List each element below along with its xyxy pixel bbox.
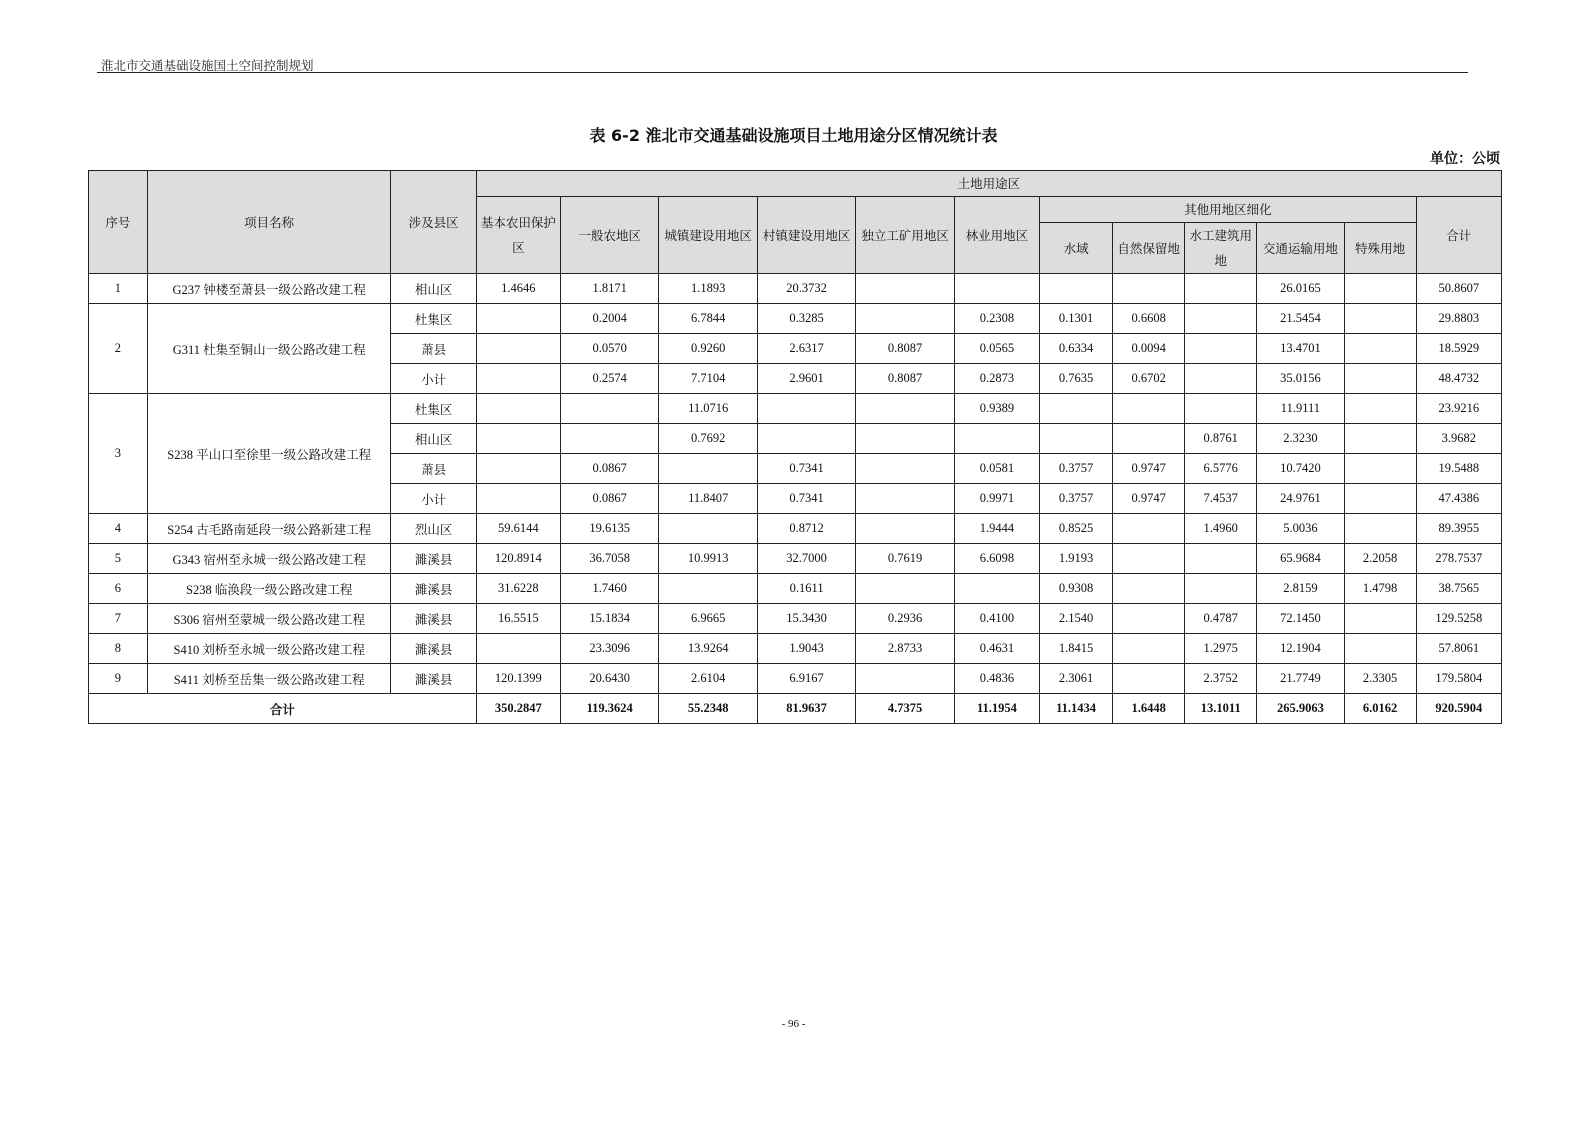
total-value: 55.2348 [659, 694, 757, 724]
cell-value [1344, 604, 1416, 634]
header-other-group: 其他用地区细化 [1040, 197, 1417, 223]
cell-seq: 5 [89, 544, 148, 574]
cell-value [1040, 424, 1113, 454]
header-total: 合计 [1416, 197, 1501, 274]
cell-value [1344, 424, 1416, 454]
cell-value: 0.4100 [954, 604, 1039, 634]
cell-value: 0.8087 [856, 334, 954, 364]
total-value: 265.9063 [1257, 694, 1344, 724]
total-value: 4.7375 [856, 694, 954, 724]
cell-value [560, 424, 658, 454]
header-nature-reserve: 自然保留地 [1113, 223, 1185, 274]
cell-value: 10.9913 [659, 544, 757, 574]
header-water-works: 水工建筑用地 [1185, 223, 1257, 274]
header-general-farmland: 一般农地区 [560, 197, 658, 274]
header-water: 水域 [1040, 223, 1113, 274]
cell-value [476, 304, 560, 334]
cell-value: 35.0156 [1257, 364, 1344, 394]
cell-value: 31.6228 [476, 574, 560, 604]
cell-value: 0.6702 [1113, 364, 1185, 394]
cell-value: 0.8761 [1185, 424, 1257, 454]
total-value: 6.0162 [1344, 694, 1416, 724]
cell-project-name: S254 古毛路南延段一级公路新建工程 [147, 514, 391, 544]
cell-value: 2.3230 [1257, 424, 1344, 454]
cell-seq: 7 [89, 604, 148, 634]
cell-value: 2.2058 [1344, 544, 1416, 574]
cell-value: 72.1450 [1257, 604, 1344, 634]
cell-county: 萧县 [391, 334, 476, 364]
table-header [89, 171, 1502, 274]
total-value: 13.1011 [1185, 694, 1257, 724]
cell-value: 0.3757 [1040, 484, 1113, 514]
cell-county: 小计 [391, 484, 476, 514]
cell-seq: 2 [89, 304, 148, 394]
cell-value: 0.2308 [954, 304, 1039, 334]
cell-value: 6.6098 [954, 544, 1039, 574]
cell-seq: 6 [89, 574, 148, 604]
cell-value [856, 394, 954, 424]
cell-value: 13.9264 [659, 634, 757, 664]
cell-value [856, 424, 954, 454]
cell-value: 5.0036 [1257, 514, 1344, 544]
cell-value: 19.6135 [560, 514, 658, 544]
cell-value [856, 454, 954, 484]
cell-value [476, 454, 560, 484]
cell-value: 7.7104 [659, 364, 757, 394]
header-basic-farmland: 基本农田保护区 [476, 197, 560, 274]
cell-county: 相山区 [391, 424, 476, 454]
header-land-use-group: 土地用途区 [476, 171, 1501, 197]
cell-value [856, 574, 954, 604]
total-value: 920.5904 [1416, 694, 1501, 724]
cell-value: 1.4798 [1344, 574, 1416, 604]
cell-value: 129.5258 [1416, 604, 1501, 634]
cell-value: 29.8803 [1416, 304, 1501, 334]
cell-value: 0.0565 [954, 334, 1039, 364]
cell-county: 萧县 [391, 454, 476, 484]
cell-value: 179.5804 [1416, 664, 1501, 694]
cell-value: 24.9761 [1257, 484, 1344, 514]
cell-county: 濉溪县 [391, 664, 476, 694]
cell-value [856, 304, 954, 334]
cell-value: 0.1611 [757, 574, 855, 604]
cell-value: 65.9684 [1257, 544, 1344, 574]
table-row [89, 304, 1502, 334]
table-footer [89, 694, 1502, 724]
cell-project-name: S238 临涣段一级公路改建工程 [147, 574, 391, 604]
total-value: 11.1954 [954, 694, 1039, 724]
cell-value: 0.9747 [1113, 484, 1185, 514]
cell-value [1113, 424, 1185, 454]
cell-value: 2.9601 [757, 364, 855, 394]
cell-value [954, 424, 1039, 454]
cell-value: 38.7565 [1416, 574, 1501, 604]
cell-value [856, 664, 954, 694]
cell-value: 0.7692 [659, 424, 757, 454]
cell-value [1113, 394, 1185, 424]
cell-value [1113, 274, 1185, 304]
cell-value [1185, 574, 1257, 604]
cell-value: 0.4787 [1185, 604, 1257, 634]
cell-value [1185, 304, 1257, 334]
cell-project-name: G237 钟楼至萧县一级公路改建工程 [147, 274, 391, 304]
cell-value: 1.8415 [1040, 634, 1113, 664]
cell-value: 11.0716 [659, 394, 757, 424]
page-number: - 96 - [781, 1018, 806, 1030]
cell-value: 2.3752 [1185, 664, 1257, 694]
table-row [89, 514, 1502, 544]
table-body [89, 274, 1502, 694]
cell-value: 21.5454 [1257, 304, 1344, 334]
cell-value: 18.5929 [1416, 334, 1501, 364]
cell-value [659, 454, 757, 484]
cell-value: 0.9747 [1113, 454, 1185, 484]
cell-value [1040, 394, 1113, 424]
cell-project-name: S411 刘桥至岳集一级公路改建工程 [147, 664, 391, 694]
cell-value: 6.9167 [757, 664, 855, 694]
cell-value: 1.9043 [757, 634, 855, 664]
cell-value: 47.4386 [1416, 484, 1501, 514]
cell-value [476, 364, 560, 394]
cell-value: 57.8061 [1416, 634, 1501, 664]
cell-value [856, 274, 954, 304]
cell-project-name: G343 宿州至永城一级公路改建工程 [147, 544, 391, 574]
cell-value [954, 574, 1039, 604]
cell-seq: 3 [89, 394, 148, 514]
cell-value [757, 424, 855, 454]
cell-value [1344, 634, 1416, 664]
cell-value [476, 424, 560, 454]
cell-value: 1.4646 [476, 274, 560, 304]
cell-value: 48.4732 [1416, 364, 1501, 394]
cell-value: 0.6334 [1040, 334, 1113, 364]
cell-county: 濉溪县 [391, 604, 476, 634]
cell-value [1344, 514, 1416, 544]
cell-value [476, 484, 560, 514]
header-urban-construction: 城镇建设用地区 [659, 197, 757, 274]
cell-value: 6.5776 [1185, 454, 1257, 484]
cell-value: 1.7460 [560, 574, 658, 604]
cell-value: 120.8914 [476, 544, 560, 574]
header-transport: 交通运输用地 [1257, 223, 1344, 274]
cell-county: 濉溪县 [391, 574, 476, 604]
cell-value: 12.1904 [1257, 634, 1344, 664]
total-value: 119.3624 [560, 694, 658, 724]
cell-value [757, 394, 855, 424]
cell-value: 0.6608 [1113, 304, 1185, 334]
header-industrial-mining: 独立工矿用地区 [856, 197, 954, 274]
cell-value [1185, 394, 1257, 424]
cell-project-name: S238 平山口至徐里一级公路改建工程 [147, 394, 391, 514]
cell-project-name: S306 宿州至蒙城一级公路改建工程 [147, 604, 391, 634]
cell-value: 0.2004 [560, 304, 658, 334]
cell-value: 21.7749 [1257, 664, 1344, 694]
cell-value: 36.7058 [560, 544, 658, 574]
cell-project-name: G311 杜集至铜山一级公路改建工程 [147, 304, 391, 394]
cell-value: 0.7635 [1040, 364, 1113, 394]
cell-value: 3.9682 [1416, 424, 1501, 454]
cell-county: 相山区 [391, 274, 476, 304]
table-row [89, 274, 1502, 304]
cell-value [1040, 274, 1113, 304]
cell-value [476, 334, 560, 364]
table-row [89, 574, 1502, 604]
cell-value [1185, 334, 1257, 364]
cell-value: 1.4960 [1185, 514, 1257, 544]
cell-value [1344, 454, 1416, 484]
cell-county: 杜集区 [391, 304, 476, 334]
table-row [89, 634, 1502, 664]
cell-value: 2.1540 [1040, 604, 1113, 634]
table-row [89, 544, 1502, 574]
cell-value: 50.8607 [1416, 274, 1501, 304]
cell-value: 278.7537 [1416, 544, 1501, 574]
cell-value: 0.2936 [856, 604, 954, 634]
cell-value [1344, 304, 1416, 334]
cell-value: 0.2873 [954, 364, 1039, 394]
total-value: 350.2847 [476, 694, 560, 724]
cell-value [1185, 274, 1257, 304]
cell-value [1344, 394, 1416, 424]
cell-value: 10.7420 [1257, 454, 1344, 484]
cell-value: 0.9971 [954, 484, 1039, 514]
cell-value: 0.8525 [1040, 514, 1113, 544]
cell-value [1185, 544, 1257, 574]
total-label: 合计 [89, 694, 477, 724]
cell-value: 13.4701 [1257, 334, 1344, 364]
cell-seq: 8 [89, 634, 148, 664]
cell-value [1113, 514, 1185, 544]
cell-value: 32.7000 [757, 544, 855, 574]
cell-value: 15.1834 [560, 604, 658, 634]
table-title: 表 6-2 淮北市交通基础设施项目土地用途分区情况统计表 [589, 126, 998, 145]
cell-value: 15.3430 [757, 604, 855, 634]
cell-value: 0.3757 [1040, 454, 1113, 484]
header-forestry: 林业用地区 [954, 197, 1039, 274]
cell-value [856, 484, 954, 514]
cell-value: 0.9308 [1040, 574, 1113, 604]
land-use-table [88, 170, 1502, 724]
total-value: 11.1434 [1040, 694, 1113, 724]
cell-value: 0.9260 [659, 334, 757, 364]
cell-value: 1.8171 [560, 274, 658, 304]
total-value: 1.6448 [1113, 694, 1185, 724]
cell-value: 2.3305 [1344, 664, 1416, 694]
cell-value: 0.7341 [757, 454, 855, 484]
cell-value: 0.0094 [1113, 334, 1185, 364]
cell-value [1344, 334, 1416, 364]
table-row [89, 604, 1502, 634]
cell-value: 2.3061 [1040, 664, 1113, 694]
cell-value: 89.3955 [1416, 514, 1501, 544]
cell-value: 0.8087 [856, 364, 954, 394]
cell-value: 0.0867 [560, 484, 658, 514]
cell-seq: 1 [89, 274, 148, 304]
table-unit: 单位：公顷 [1430, 151, 1500, 167]
header-county: 涉及县区 [391, 171, 476, 274]
cell-county: 杜集区 [391, 394, 476, 424]
cell-value: 19.5488 [1416, 454, 1501, 484]
cell-county: 小计 [391, 364, 476, 394]
cell-value: 1.1893 [659, 274, 757, 304]
cell-seq: 4 [89, 514, 148, 544]
cell-value: 2.6104 [659, 664, 757, 694]
cell-value: 6.9665 [659, 604, 757, 634]
cell-value: 6.7844 [659, 304, 757, 334]
cell-value [659, 574, 757, 604]
cell-value: 59.6144 [476, 514, 560, 544]
cell-value: 0.0867 [560, 454, 658, 484]
cell-value [476, 394, 560, 424]
cell-value: 0.4631 [954, 634, 1039, 664]
cell-value: 0.7341 [757, 484, 855, 514]
cell-value: 0.8712 [757, 514, 855, 544]
cell-value [1113, 664, 1185, 694]
table-row [89, 394, 1502, 424]
cell-value: 0.0581 [954, 454, 1039, 484]
cell-value: 26.0165 [1257, 274, 1344, 304]
cell-value [1344, 484, 1416, 514]
cell-value [1185, 364, 1257, 394]
cell-value: 0.4836 [954, 664, 1039, 694]
cell-value [1113, 544, 1185, 574]
table-row [89, 664, 1502, 694]
total-row [89, 694, 1502, 724]
cell-value: 11.8407 [659, 484, 757, 514]
cell-value [856, 514, 954, 544]
cell-value: 20.3732 [757, 274, 855, 304]
total-value: 81.9637 [757, 694, 855, 724]
cell-value: 0.9389 [954, 394, 1039, 424]
cell-county: 濉溪县 [391, 634, 476, 664]
cell-county: 烈山区 [391, 514, 476, 544]
header-village-construction: 村镇建设用地区 [757, 197, 855, 274]
cell-value [659, 514, 757, 544]
cell-value: 2.6317 [757, 334, 855, 364]
cell-value: 0.7619 [856, 544, 954, 574]
cell-value: 2.8733 [856, 634, 954, 664]
cell-seq: 9 [89, 664, 148, 694]
cell-value: 1.9444 [954, 514, 1039, 544]
header-divider [97, 72, 1468, 73]
cell-value [1344, 274, 1416, 304]
cell-value: 0.2574 [560, 364, 658, 394]
cell-value: 0.1301 [1040, 304, 1113, 334]
cell-value: 0.3285 [757, 304, 855, 334]
document-header-title: 淮北市交通基础设施国土空间控制规划 [101, 58, 314, 73]
cell-value: 16.5515 [476, 604, 560, 634]
cell-value [560, 394, 658, 424]
header-project: 项目名称 [147, 171, 391, 274]
cell-value: 23.9216 [1416, 394, 1501, 424]
cell-value [954, 274, 1039, 304]
cell-value [1113, 574, 1185, 604]
cell-value: 23.3096 [560, 634, 658, 664]
cell-value: 7.4537 [1185, 484, 1257, 514]
cell-value: 20.6430 [560, 664, 658, 694]
cell-value [1113, 634, 1185, 664]
cell-value: 0.0570 [560, 334, 658, 364]
cell-value: 1.9193 [1040, 544, 1113, 574]
header-seq: 序号 [89, 171, 148, 274]
cell-value [476, 634, 560, 664]
cell-value [1113, 604, 1185, 634]
cell-county: 濉溪县 [391, 544, 476, 574]
cell-project-name: S410 刘桥至永城一级公路改建工程 [147, 634, 391, 664]
cell-value: 1.2975 [1185, 634, 1257, 664]
cell-value: 120.1399 [476, 664, 560, 694]
cell-value [1344, 364, 1416, 394]
header-special: 特殊用地 [1344, 223, 1416, 274]
cell-value: 2.8159 [1257, 574, 1344, 604]
cell-value: 11.9111 [1257, 394, 1344, 424]
